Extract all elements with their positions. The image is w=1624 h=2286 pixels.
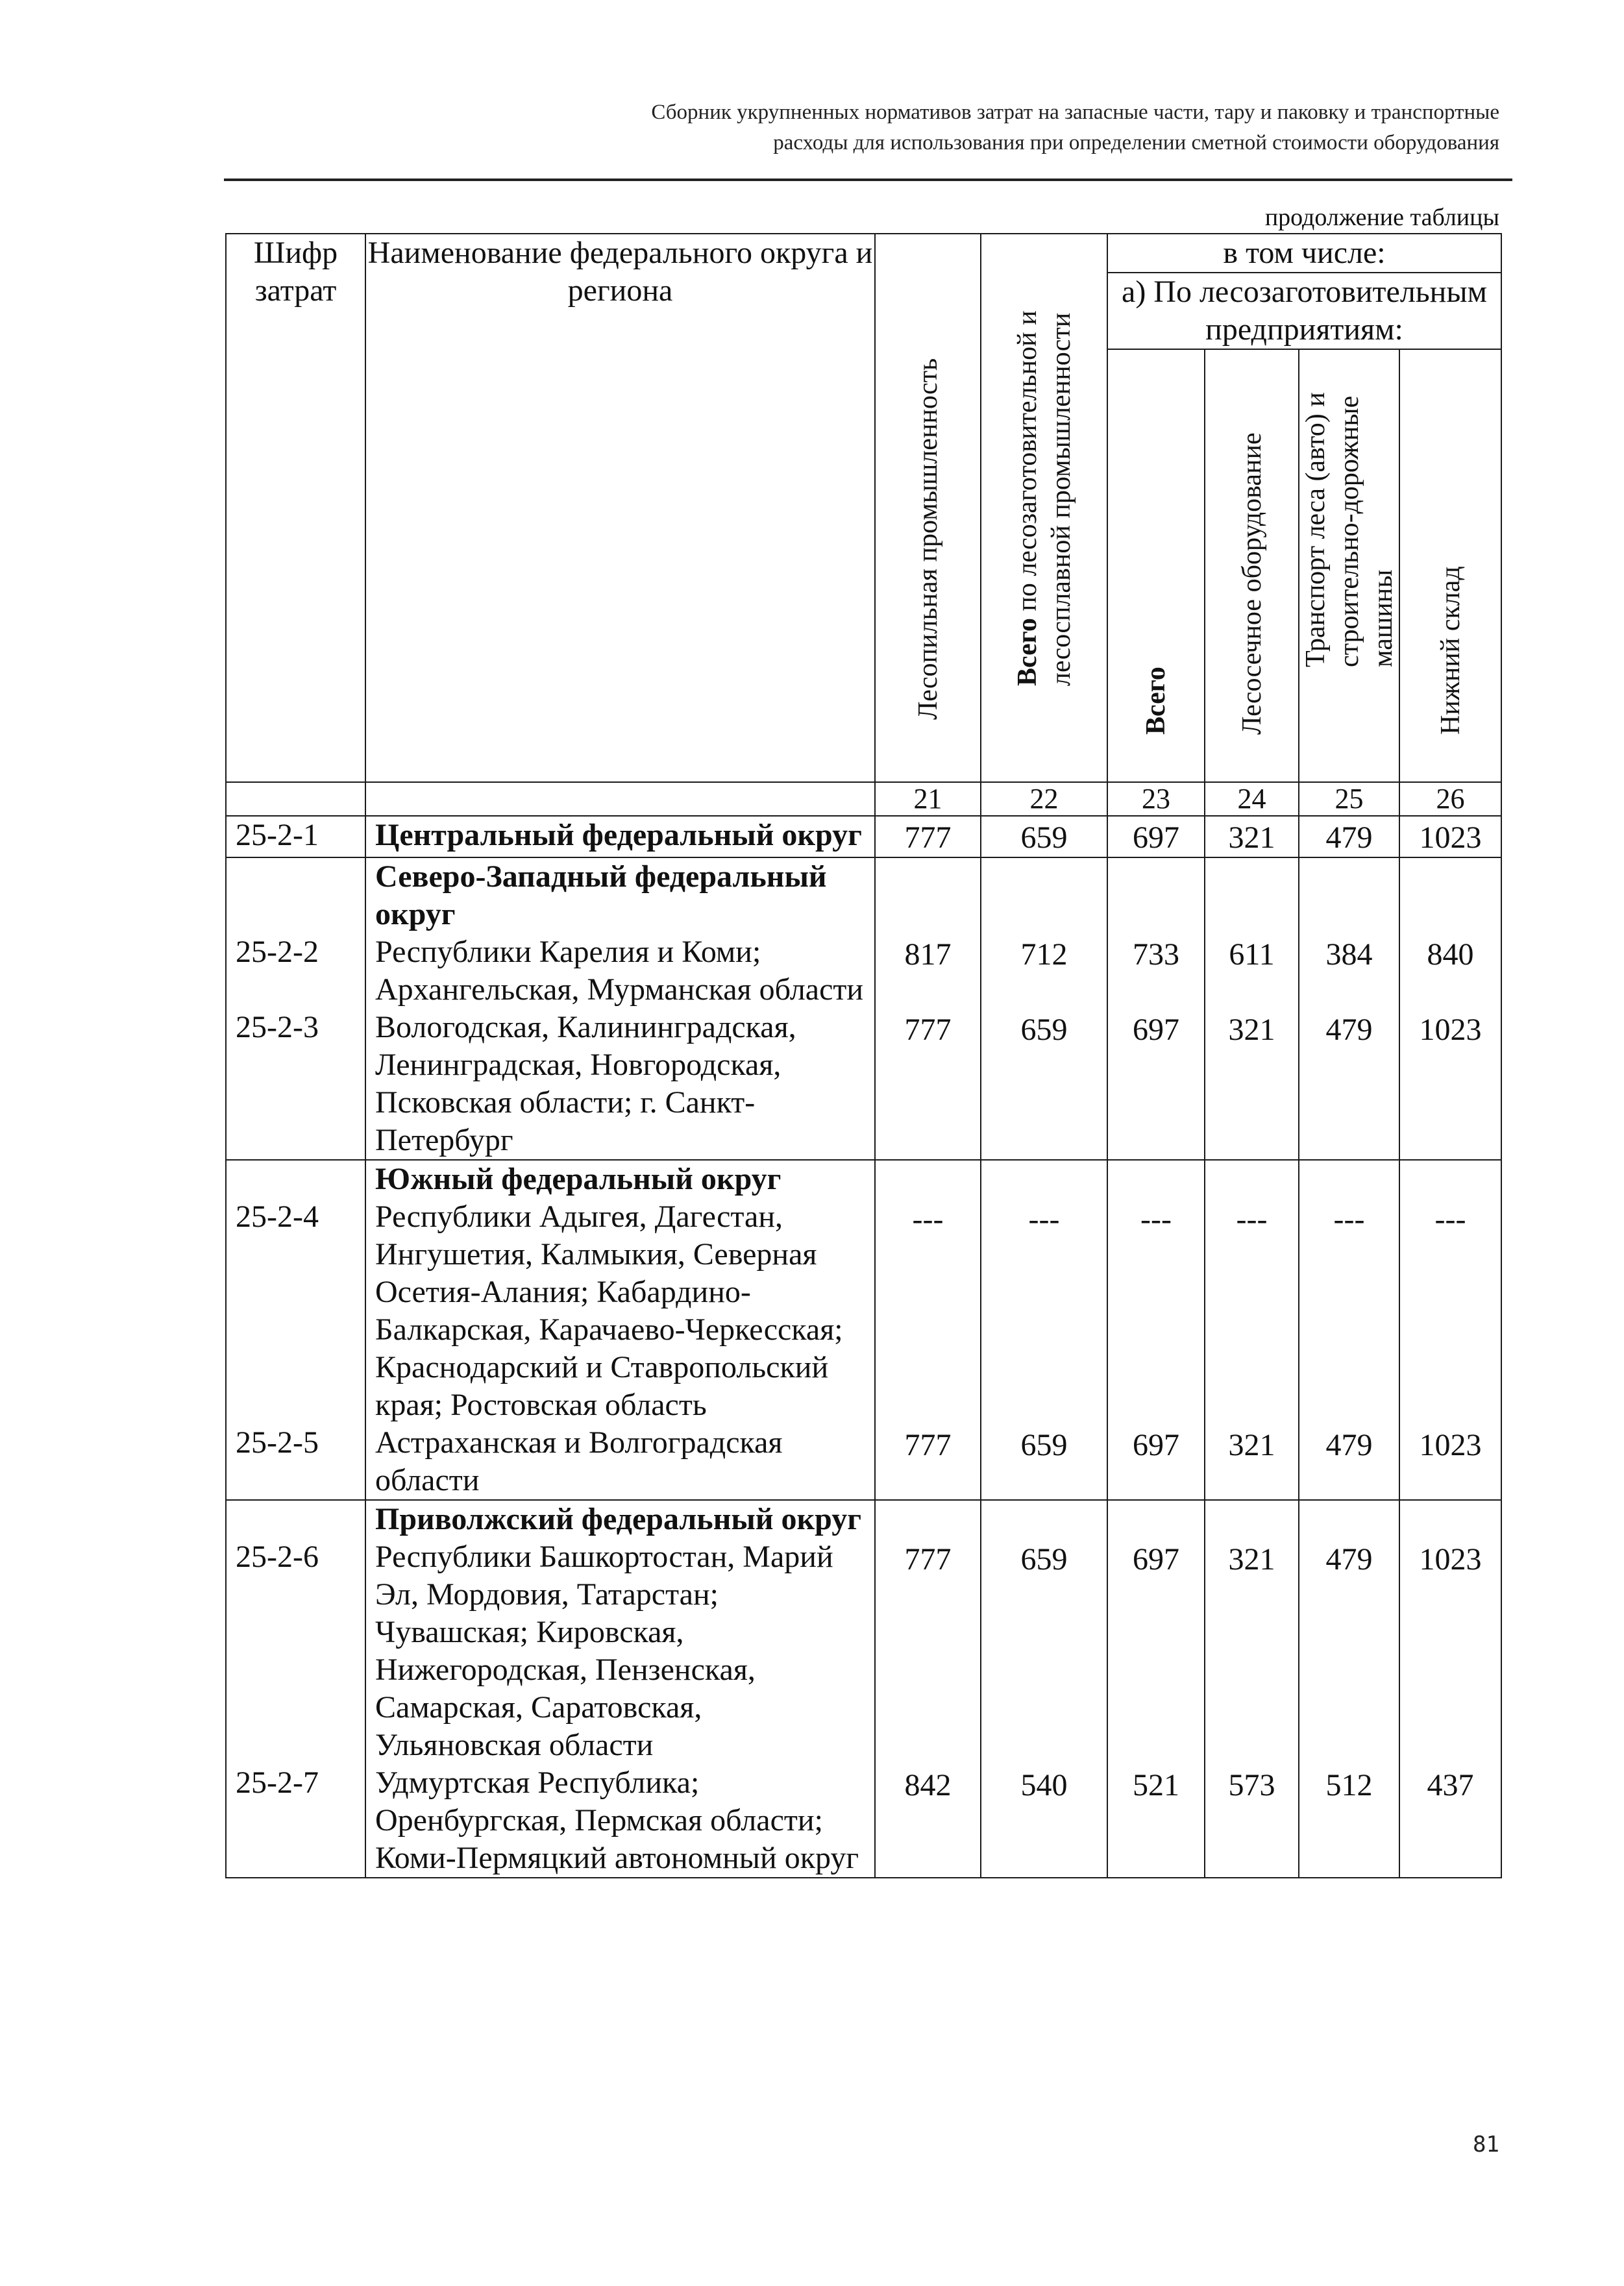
row-region: Вологодская, Калининградская, Ленинградская, Новгородская, Псковская области; г. Санкт-Петербург (365, 1009, 875, 1160)
row-value: 611 (1205, 933, 1299, 1009)
table-row (226, 1198, 1501, 1424)
row-code: 25-2-2 (226, 933, 365, 1009)
table-row (226, 1764, 1501, 1878)
row-value: 512 (1299, 1764, 1399, 1878)
col-num: 22 (981, 782, 1107, 816)
continuation-label: продолжение таблицы (1264, 204, 1499, 231)
row-value: 1023 (1399, 1009, 1501, 1160)
row-region: Республики Башкортостан, Марий Эл, Мордовия, Татарстан; Чувашская; Кировская, Нижегородская, Пензенская, Самарская, Саратовская, Ульяновская области (365, 1538, 875, 1764)
table-row (226, 1538, 1501, 1764)
group-title: Приволжский федеральный округ (365, 1500, 875, 1538)
row-code: 25-2-4 (226, 1198, 365, 1424)
row-value: 842 (875, 1764, 981, 1878)
row-value: 817 (875, 933, 981, 1009)
group-title-row (226, 1160, 1501, 1198)
row-value: --- (1399, 1198, 1501, 1424)
table-row (226, 816, 1501, 857)
header-col-25: Транспорт леса (авто) и строительно-дорожные машины (1299, 349, 1399, 782)
col-num: 26 (1399, 782, 1501, 816)
row-code: 25-2-7 (226, 1764, 365, 1878)
row-code: 25-2-3 (226, 1009, 365, 1160)
row-value: 521 (1107, 1764, 1205, 1878)
group-title: Центральный федеральный округ (365, 816, 875, 857)
header-code: Шифр затрат (226, 234, 365, 782)
group-value-spacer (1107, 1500, 1205, 1538)
group-value-spacer (875, 857, 981, 933)
row-value: 479 (1299, 1538, 1399, 1764)
row-value: 1023 (1399, 816, 1501, 857)
row-value: 321 (1205, 1424, 1299, 1500)
row-value: 659 (981, 816, 1107, 857)
header-rule (224, 178, 1512, 181)
row-value: 321 (1205, 1009, 1299, 1160)
row-code: 25-2-1 (226, 816, 365, 857)
header-col-22: Всего по лесозаготовительной и лесосплавной промышленности (981, 234, 1107, 782)
row-value: --- (1205, 1198, 1299, 1424)
group-value-spacer (1399, 857, 1501, 933)
group-code-spacer (226, 857, 365, 933)
row-value: 697 (1107, 1009, 1205, 1160)
row-value: 479 (1299, 816, 1399, 857)
row-value: 479 (1299, 1009, 1399, 1160)
header-incl: в том числе: (1107, 234, 1501, 273)
table-row (226, 1009, 1501, 1160)
row-value: --- (875, 1198, 981, 1424)
row-value: 479 (1299, 1424, 1399, 1500)
group-value-spacer (981, 1160, 1107, 1198)
row-value: 321 (1205, 1538, 1299, 1764)
row-value: 697 (1107, 816, 1205, 857)
row-value: 1023 (1399, 1538, 1501, 1764)
row-region: Удмуртская Республика; Оренбургская, Пермская области; Коми-Пермяцкий автономный округ (365, 1764, 875, 1878)
row-value: 697 (1107, 1424, 1205, 1500)
row-value: 321 (1205, 816, 1299, 857)
row-value: 540 (981, 1764, 1107, 1878)
row-region: Республики Карелия и Коми; Архангельская, Мурманская области (365, 933, 875, 1009)
row-value: 777 (875, 816, 981, 857)
group-value-spacer (1299, 1160, 1399, 1198)
table-row (226, 1424, 1501, 1500)
group-value-spacer (1205, 1160, 1299, 1198)
column-numbers (226, 782, 1501, 816)
row-value: --- (1299, 1198, 1399, 1424)
row-code: 25-2-6 (226, 1538, 365, 1764)
row-region: Республики Адыгея, Дагестан, Ингушетия, Калмыкия, Северная Осетия-Алания; Кабардино-Балкарская, Карачаево-Черкесская; Краснодарский и Ставропольский края; Ростовская область (365, 1198, 875, 1424)
norms-table (225, 233, 1502, 1878)
group-value-spacer (1399, 1500, 1501, 1538)
group-value-spacer (1299, 857, 1399, 933)
header-line-2: расходы для использования при определении сметной стоимости оборудования (773, 131, 1499, 154)
group-value-spacer (981, 857, 1107, 933)
group-value-spacer (1205, 857, 1299, 933)
header-col-21: Лесопильная промышленность (875, 234, 981, 782)
header-col-26: Нижний склад (1399, 349, 1501, 782)
row-value: 712 (981, 933, 1107, 1009)
row-value: 733 (1107, 933, 1205, 1009)
group-value-spacer (1399, 1160, 1501, 1198)
group-value-spacer (1107, 857, 1205, 933)
page-number: 81 (1473, 2132, 1499, 2157)
group-title: Южный федеральный округ (365, 1160, 875, 1198)
group-title: Северо-Западный федеральный округ (365, 857, 875, 933)
row-value: 777 (875, 1424, 981, 1500)
group-value-spacer (1299, 1500, 1399, 1538)
table-row (226, 933, 1501, 1009)
group-code-spacer (226, 1160, 365, 1198)
group-value-spacer (875, 1500, 981, 1538)
row-value: 659 (981, 1009, 1107, 1160)
row-value: 437 (1399, 1764, 1501, 1878)
col-num: 21 (875, 782, 981, 816)
col-num: 23 (1107, 782, 1205, 816)
header-col-24: Лесосечное оборудование (1205, 349, 1299, 782)
document-header (201, 97, 1499, 158)
row-value: 777 (875, 1009, 981, 1160)
row-value: 697 (1107, 1538, 1205, 1764)
header-sub-a: а) По лесозаготовительным предприятиям: (1107, 273, 1501, 349)
row-value: 384 (1299, 933, 1399, 1009)
group-value-spacer (981, 1500, 1107, 1538)
row-value: 777 (875, 1538, 981, 1764)
header-line-1: Сборник укрупненных нормативов затрат на запасные части, тару и паковку и транспортные (651, 101, 1499, 124)
group-title-row (226, 857, 1501, 933)
col-num: 24 (1205, 782, 1299, 816)
row-value: --- (1107, 1198, 1205, 1424)
row-code: 25-2-5 (226, 1424, 365, 1500)
group-value-spacer (875, 1160, 981, 1198)
group-code-spacer (226, 1500, 365, 1538)
col-num: 25 (1299, 782, 1399, 816)
row-value: 659 (981, 1538, 1107, 1764)
row-value: 840 (1399, 933, 1501, 1009)
row-value: --- (981, 1198, 1107, 1424)
row-value: 659 (981, 1424, 1107, 1500)
group-title-row (226, 1500, 1501, 1538)
table-header (226, 234, 1501, 816)
row-value: 1023 (1399, 1424, 1501, 1500)
table-body (226, 816, 1501, 1878)
row-region: Астраханская и Волгоградская области (365, 1424, 875, 1500)
row-value: 573 (1205, 1764, 1299, 1878)
header-col-23: Всего (1107, 349, 1205, 782)
group-value-spacer (1107, 1160, 1205, 1198)
group-value-spacer (1205, 1500, 1299, 1538)
header-name: Наименование федерального округа и региона (365, 234, 875, 782)
